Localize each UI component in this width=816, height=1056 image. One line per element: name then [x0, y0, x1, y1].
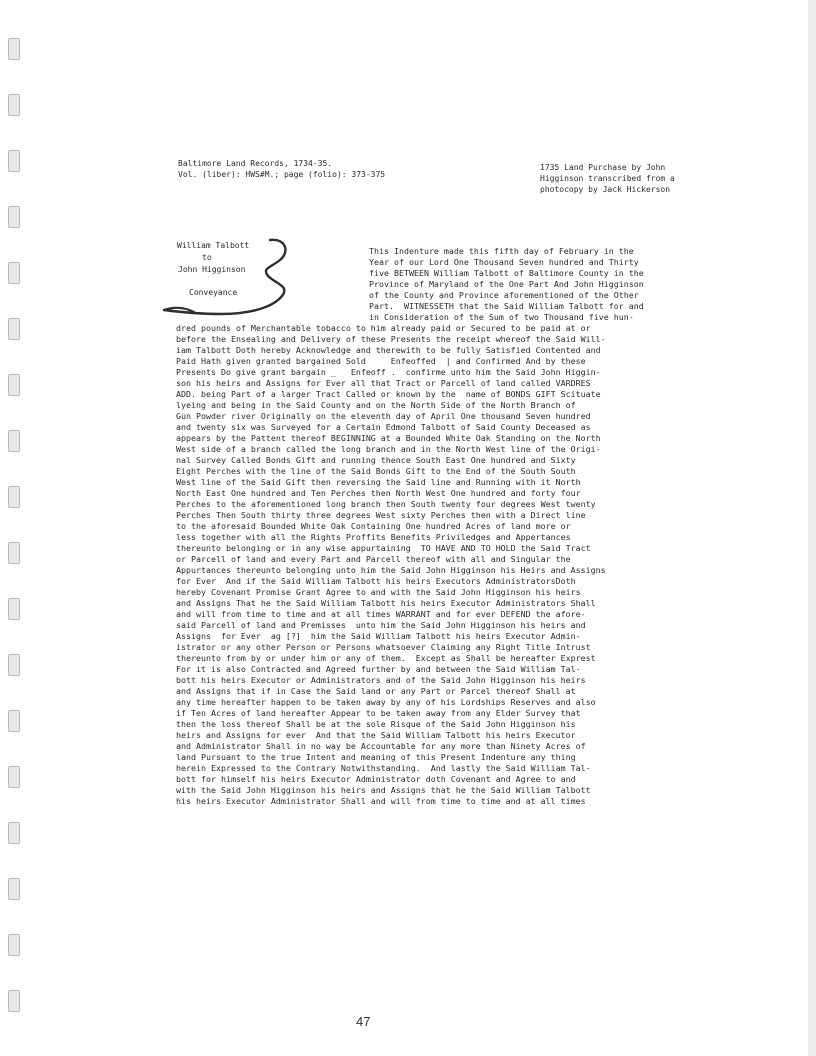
- transcription-note-line: Higginson transcribed from a: [540, 174, 675, 183]
- transcription-note-line: photocopy by Jack Hickerson: [540, 185, 671, 194]
- deed-line: Appurtances thereunto belonging unto him the Said John Higginson his Heirs and Assigns: [176, 565, 606, 575]
- deed-line: heirs and Assigns for ever And that the Said William Talbott his heirs Executor: [176, 730, 576, 740]
- deed-line: and twenty six was Surveyed for a Certain Edmond Talbott of Said County Deceased as: [176, 422, 591, 432]
- page-number: 47: [356, 1014, 371, 1029]
- margin-grantee: John Higginson: [178, 265, 246, 274]
- binder-hole: [8, 94, 20, 116]
- binder-hole: [8, 878, 20, 900]
- indenture-line: in Consideration of the Sum of two Thousand five hun-: [369, 312, 634, 322]
- source-citation-line: Baltimore Land Records, 1734-35.: [178, 159, 333, 168]
- deed-line: North East One hundred and Ten Perches then North West One hundred and forty four: [176, 488, 581, 498]
- deed-line: appears by the Pattent thereof BEGINNING at a Bounded White Oak Standing on the North: [176, 433, 601, 443]
- deed-line: ADD. being Part of a larger Tract Called or known by the name of BONDS GIFT Scituate: [176, 389, 601, 399]
- deed-line: bott for himself his heirs Executor Administrator doth Covenant and Agree to and: [176, 774, 576, 784]
- deed-line: Perches Then South thirty three degrees West sixty Perches then with a Direct line: [176, 510, 586, 520]
- deed-line: West side of a branch called the long branch and in the North West line of the Origi-: [176, 444, 601, 454]
- deed-line: and Assigns that if in Case the Said land or any Part or Parcel thereof Shall at: [176, 686, 576, 696]
- binder-hole: [8, 822, 20, 844]
- indenture-line: Part. WITNESSETH that the Said William Talbott for and: [369, 301, 644, 311]
- deed-line: land Pursuant to the true Intent and meaning of this Present Indenture any thing: [176, 752, 576, 762]
- binder-hole: [8, 598, 20, 620]
- deed-line: herein Expressed to the Contrary Notwithstanding. And lastly the Said William Tal-: [176, 763, 591, 773]
- binder-hole: [8, 766, 20, 788]
- deed-line: before the Ensealing and Delivery of these Presents the receipt whereof the Said Will-: [176, 334, 606, 344]
- deed-line: and Assigns That he the Said William Talbott his heirs Executor Administrators Shall: [176, 598, 596, 608]
- deed-line: less together with all the Rights Proffits Benefits Priviledges and Appertances: [176, 532, 571, 542]
- indenture-line: of the County and Province aforementioned of the Other: [369, 290, 639, 300]
- deed-line: and Administrator Shall in no way be Accountable for any more than Ninety Acres of: [176, 741, 586, 751]
- deed-line: son his heirs and Assigns for Ever all that Tract or Parcell of land called VARDRES: [176, 378, 591, 388]
- deed-line: Paid Hath given granted bargained Sold Enfeoffed | and Confirmed And by these: [176, 356, 586, 366]
- deed-line: with the Said John Higginson his heirs and Assigns that he the Said William Talbott: [176, 785, 591, 795]
- deed-line: any time hereafter happen to be taken away by any of his Lordships Reserves and also: [176, 697, 596, 707]
- deed-line: bott his heirs Executor or Administrators and of the Said John Higginson his heirs: [176, 675, 586, 685]
- binder-hole: [8, 374, 20, 396]
- binder-hole: [8, 486, 20, 508]
- deed-line: to the aforesaid Bounded White Oak Containing One hundred Acres of land more or: [176, 521, 571, 531]
- page-edge: [808, 0, 816, 1056]
- deed-line: nal Survey Called Bonds Gift and running thence South East One hundred and Sixty: [176, 455, 576, 465]
- indenture-line: five BETWEEN William Talbott of Baltimore County in the: [369, 268, 644, 278]
- indenture-line: Province of Maryland of the One Part And John Higginson: [369, 279, 644, 289]
- binder-hole: [8, 262, 20, 284]
- deed-line: his heirs Executor Administrator Shall and will from time to time and at all times: [176, 796, 586, 806]
- binder-hole: [8, 318, 20, 340]
- deed-line: Gun Powder river Originally on the eleventh day of April One thousand Seven hundred: [176, 411, 591, 421]
- deed-line: if Ten Acres of land hereafter Appear to be taken away from any Elder Survey that: [176, 708, 581, 718]
- deed-line: For it is also Contracted and Agreed further by and between the Said William Tal-: [176, 664, 581, 674]
- source-citation-line: Vol. (liber): HWS#M.; page (folio): 373-375: [178, 170, 386, 179]
- binder-hole: [8, 654, 20, 676]
- deed-line: lyeing and being in the Said County and on the North Side of the North Branch of: [176, 400, 576, 410]
- deed-line: thereunto belonging or in any wise appurtaining TO HAVE AND TO HOLD the Said Tract: [176, 543, 591, 553]
- deed-line: and will from time to time and at all times WARRANT and for ever DEFEND the afore-: [176, 609, 586, 619]
- indenture-line: This Indenture made this fifth day of February in the: [369, 246, 634, 256]
- margin-conveyance: Conveyance: [189, 288, 238, 297]
- deed-line: then the loss thereof Shall be at the sole Risque of the Said John Higginson his: [176, 719, 576, 729]
- handwritten-brace-mark: [158, 232, 308, 322]
- deed-line: or Parcell of land and every Part and Parcell thereof with all and Singular the: [176, 554, 571, 564]
- deed-line: said Parcell of land and Premisses unto him the Said John Higginson his heirs and: [176, 620, 586, 630]
- transcription-note-line: 1735 Land Purchase by John: [540, 163, 666, 172]
- deed-line: for Ever And if the Said William Talbott his heirs Executors AdministratorsDoth: [176, 576, 576, 586]
- binder-hole: [8, 542, 20, 564]
- margin-to: to: [202, 253, 212, 262]
- binder-hole: [8, 934, 20, 956]
- deed-line: Assigns for Ever ag [?] him the Said William Talbott his heirs Executor Admin-: [176, 631, 581, 641]
- deed-line: Perches to the aforementioned long branch then South twenty four degrees West twenty: [176, 499, 596, 509]
- binder-hole: [8, 150, 20, 172]
- deed-line: thereunto from by or under him or any of them. Except as Shall be hereafter Exprest: [176, 653, 596, 663]
- binder-hole: [8, 206, 20, 228]
- deed-line: iam Talbott Doth hereby Acknowledge and therewith to be fully Satisfied Contented and: [176, 345, 601, 355]
- binder-hole: [8, 990, 20, 1012]
- binder-hole: [8, 38, 20, 60]
- deed-line: istrator or any other Person or Persons whatsoever Claiming any Right Title Intrust: [176, 642, 591, 652]
- deed-line: Presents Do give grant bargain _ Enfeoff . confirme unto him the Said John Higgin-: [176, 367, 601, 377]
- margin-grantor: William Talbott: [177, 241, 250, 250]
- binder-hole: [8, 710, 20, 732]
- deed-line: hereby Covenant Promise Grant Agree to and with the Said John Higginson his heirs: [176, 587, 581, 597]
- deed-line: Eight Perches with the line of the Said Bonds Gift to the End of the South South: [176, 466, 576, 476]
- indenture-line: Year of our Lord One Thousand Seven hundred and Thirty: [369, 257, 639, 267]
- deed-line: West line of the Said Gift then reversing the Said line and Running with it North: [176, 477, 581, 487]
- binder-hole: [8, 430, 20, 452]
- deed-line: dred pounds of Merchantable tobacco to him already paid or Secured to be paid at or: [176, 323, 591, 333]
